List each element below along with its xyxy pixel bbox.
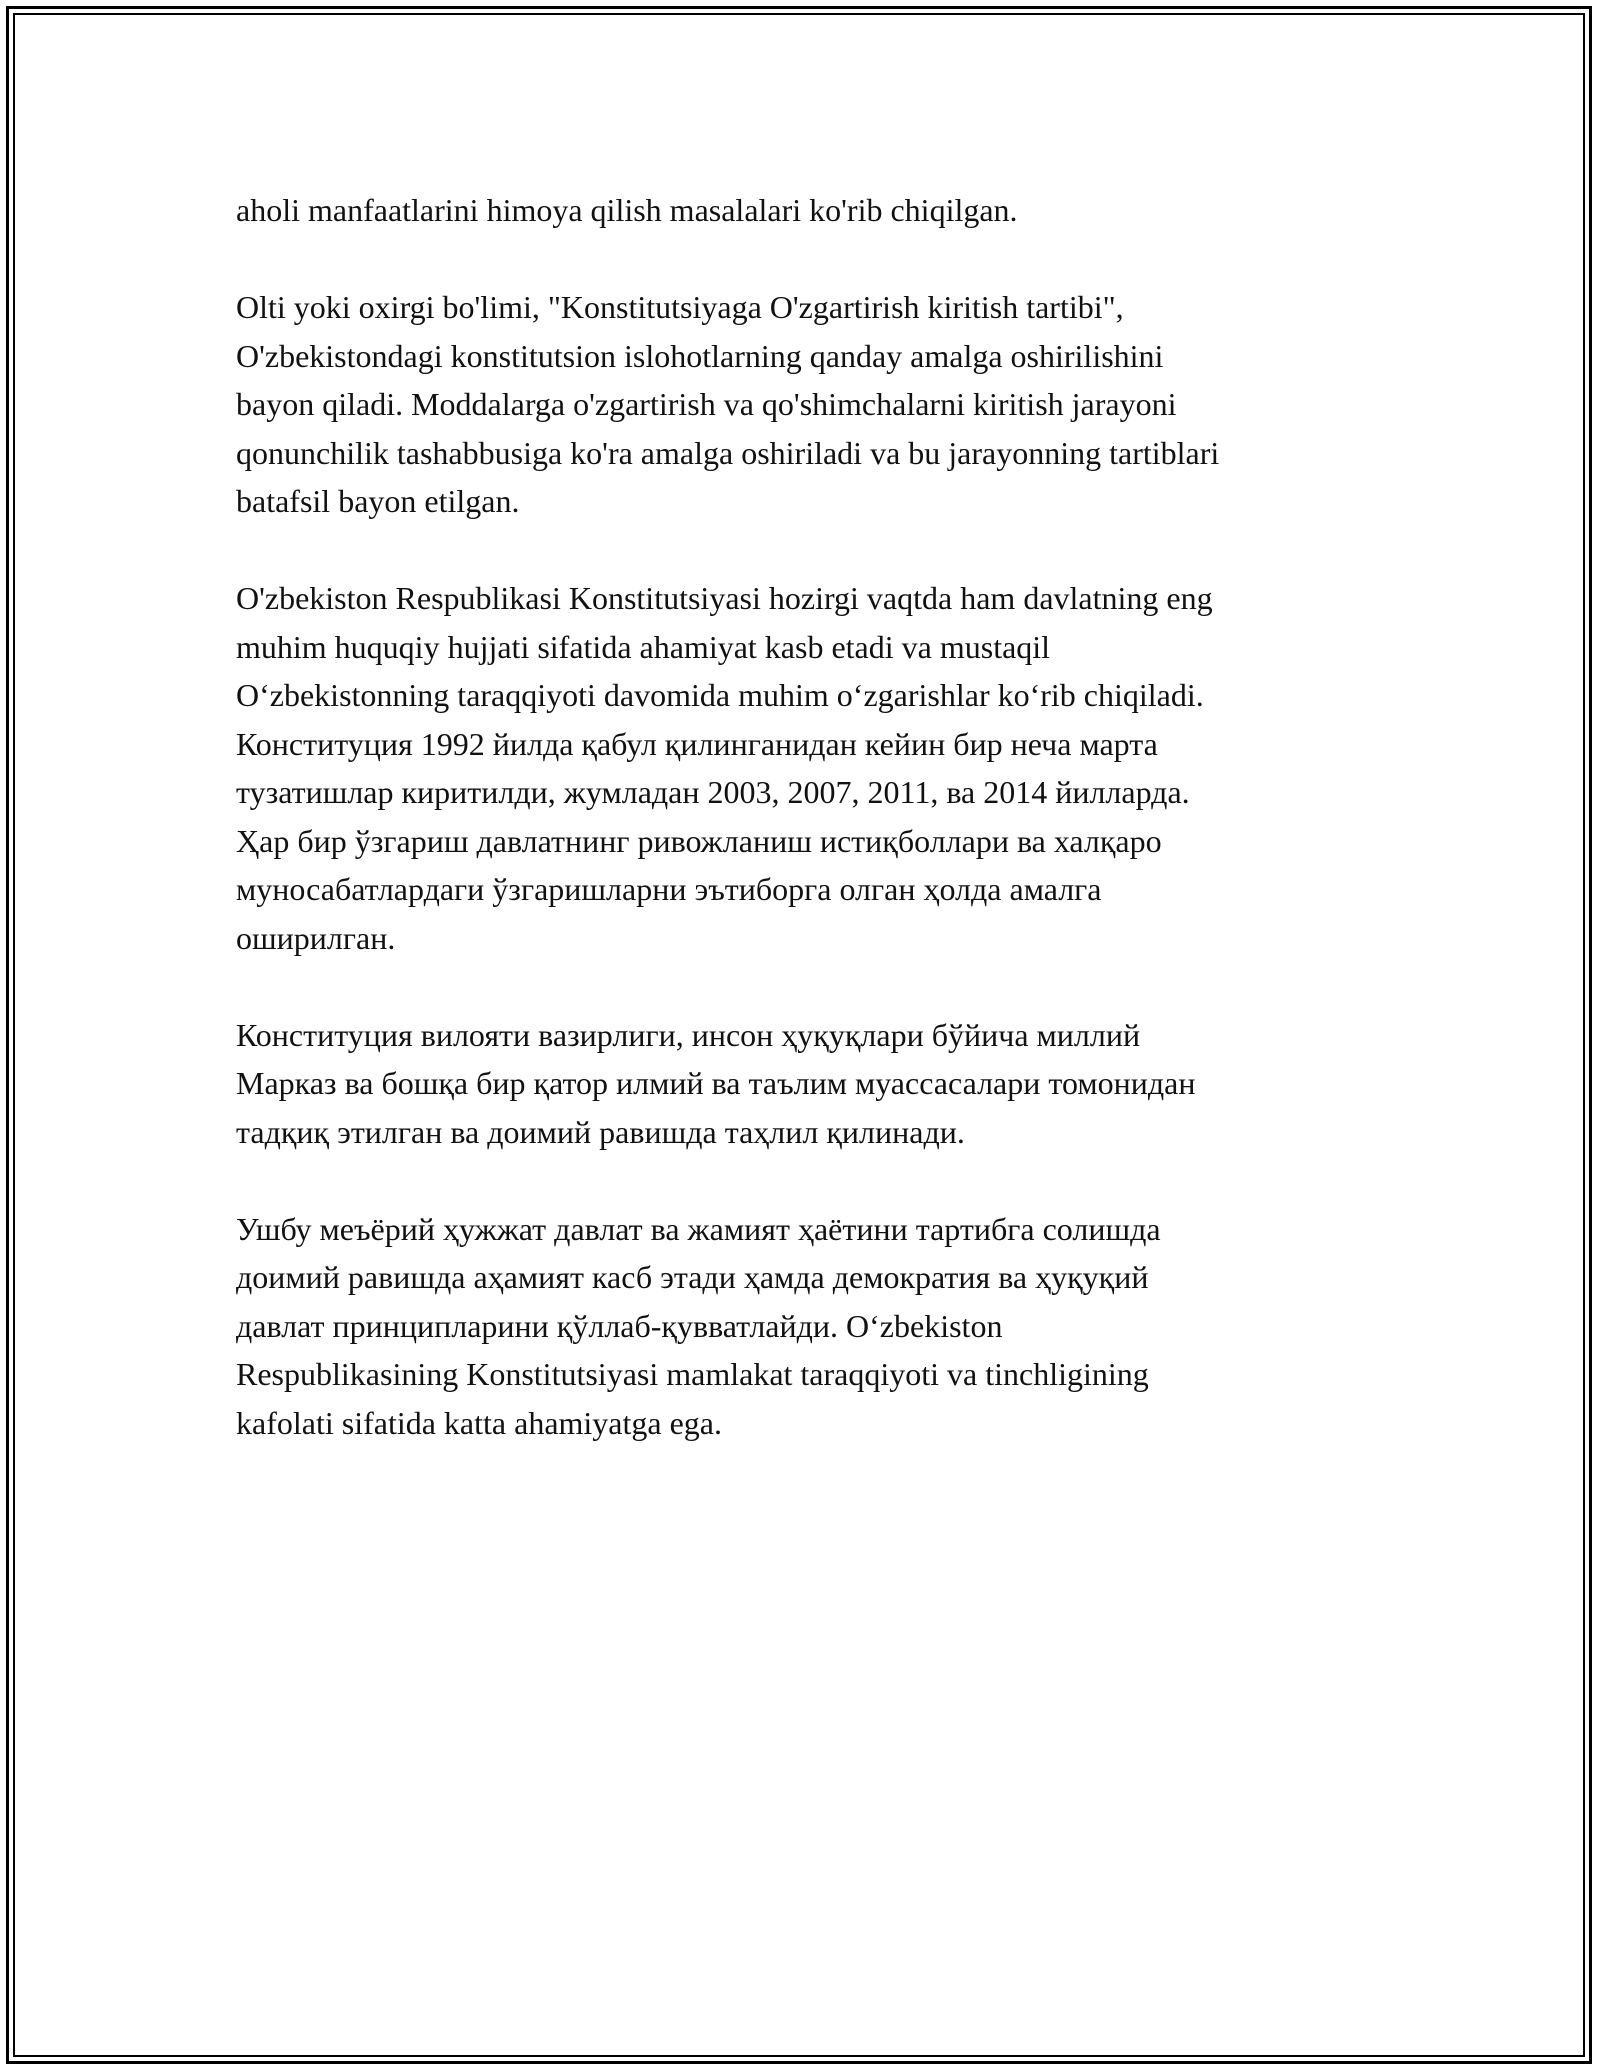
text-line: тадқиқ этилган ва доимий равишда таҳлил қилинади. bbox=[236, 1113, 965, 1150]
text-line: оширилган. bbox=[236, 919, 396, 956]
paragraph-4 bbox=[236, 1011, 1386, 1157]
paragraph-5 bbox=[236, 1205, 1386, 1448]
text-line: muhim huquqiy hujjati sifatida ahamiyat kasb etadi va mustaqil bbox=[236, 628, 1051, 665]
text-line: муносабатлардаги ўзгаришларни эътиборга олган ҳолда амалга bbox=[236, 871, 1102, 907]
text-line: qonunchilik tashabbusiga ko'ra amalga oshiriladi va bu jarayonning tartiblari bbox=[236, 434, 1220, 471]
text-line: доимий равишда аҳамият касб этади ҳамда демократия ва ҳуқуқий bbox=[236, 1259, 1149, 1295]
text-line: Respublikasining Konstitutsiyasi mamlakat taraqqiyoti va tinchligining bbox=[236, 1356, 1149, 1392]
text-line: batafsil bayon etilgan. bbox=[236, 483, 520, 519]
document-body bbox=[236, 186, 1386, 1496]
text-line: Марказ ва бошқа бир қатор илмий ва таълим муассасалари томонидан bbox=[236, 1065, 1196, 1101]
text-line: Конституция вилояти вазирлиги, инсон ҳуқуқлари бўйича миллий bbox=[236, 1016, 1141, 1053]
text-line: Olti yoki oxirgi bo'limi, "Konstitutsiyaga O'zgartirish kiritish tartibi", bbox=[236, 289, 1124, 325]
text-line: Конституция 1992 йилда қабул қилинганидан кейин бир неча марта bbox=[236, 725, 1158, 762]
text-line: Ушбу меъёрий ҳужжат давлат ва жамият ҳаётини тартибга солишда bbox=[236, 1210, 1161, 1247]
paragraph-1 bbox=[236, 186, 1386, 235]
text-line: тузатишлар киритилди, жумладан 2003, 2007, 2011, ва 2014 йилларда. bbox=[236, 774, 1190, 810]
text-line: bayon qiladi. Moddalarga o'zgartirish va qo'shimchalarni kiritish jarayoni bbox=[236, 386, 1177, 422]
text-line: давлат принципларини қўллаб-қувватлайди. O‘zbekiston bbox=[236, 1307, 1003, 1344]
text-line: kafolati sifatida katta ahamiyatga ega. bbox=[236, 1404, 722, 1441]
text-line: O'zbekiston Respublikasi Konstitutsiyasi hozirgi vaqtda ham davlatning eng bbox=[236, 580, 1213, 616]
text-line: Ҳар бир ўзгариш давлатнинг ривожланиш истиқболлари ва халқаро bbox=[236, 822, 1162, 859]
text-line: aholi manfaatlarini himoya qilish masalalari ko'rib chiqilgan. bbox=[236, 192, 1018, 228]
text-line: O‘zbekistonning taraqqiyoti davomida muhim o‘zgarishlar ko‘rib chiqiladi. bbox=[236, 677, 1204, 713]
paragraph-2 bbox=[236, 283, 1386, 526]
paragraph-3 bbox=[236, 574, 1386, 962]
text-line: O'zbekistondagi konstitutsion islohotlarning qanday amalga oshirilishini bbox=[236, 337, 1164, 374]
